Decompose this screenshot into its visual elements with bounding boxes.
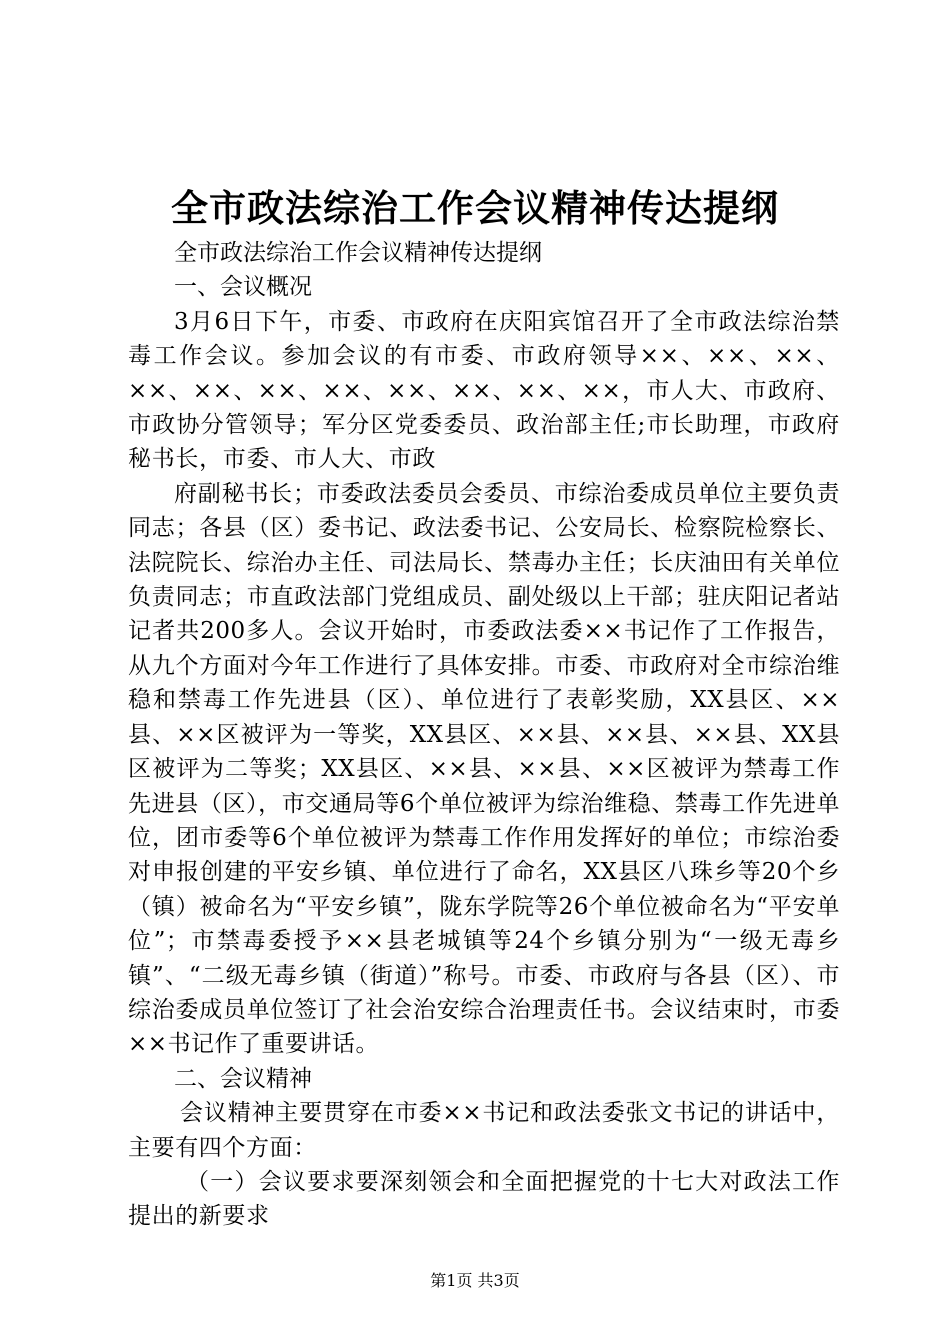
body-paragraph: 全市政法综治工作会议精神传达提纲 <box>174 240 542 266</box>
body-paragraph: 3月6日下午，市委、市政府在庆阳宾馆召开了全市政法综治禁毒工作会议。参加会议的有市委、市政府领导××、××、××、××、××、××、××、××、××、××、××，市人大、市政府、市政协分管领导；军分区党委委员、政治部主任;市长助理，市政府秘书长，市委、市人大、市政 <box>128 308 840 473</box>
body-paragraph: 会议精神主要贯穿在市委××书记和政法委张文书记的讲话中，主要有四个方面： <box>128 1100 840 1161</box>
subsection-heading: （一）会议要求要深刻领会和全面把握党的十七大对政法工作提出的新要求 <box>128 1168 840 1230</box>
body-paragraph: 府副秘书长；市委政法委员会委员、市综治委成员单位主要负责同志；各县（区）委书记、政法委书记、公安局长、检察院检察长、法院院长、综治办主任、司法局长、禁毒办主任；长庆油田有关单位负责同志；市直政法部门党组成员、副处级以上干部；驻庆阳记者站记者共200多人。会议开始时，市委政法委××书记作了工作报告，从九个方面对今年工作进行了具体安排。市委、市政府对全市综治维稳和禁毒工作先进县（区）、单位进行了表彰奖励，XX县区、××县、××区被评为一等奖，XX县区、××县、××县、××县、XX县区被评为二等奖；XX县区、××县、××县、××区被评为禁毒工作先进县（区），市交通局等6个单位被评为综治维稳、禁毒工作先进单位，团市委等6个单位被评为禁毒工作作用发挥好的单位；市综治委对申报创建的平安乡镇、单位进行了命名，XX县区八珠乡等20个乡（镇）被命名为“平安乡镇”，陇东学院等26个单位被命名为“平安单位”；市禁毒委授予××县老城镇等24个乡镇分别为“一级无毒乡镇”、“二级无毒乡镇（街道）”称号。市委、市政府与各县（区）、市综治委成员单位签订了社会治安综合治理责任书。会议结束时，市委××书记作了重要讲话。 <box>128 480 840 1058</box>
document-title: 全市政法综治工作会议精神传达提纲 <box>171 187 779 230</box>
section-heading: 一、会议概况 <box>174 274 312 301</box>
page-footer: 第1页 共3页 <box>430 1271 520 1290</box>
document-body <box>128 236 840 1234</box>
section-heading: 二、会议精神 <box>174 1065 312 1092</box>
